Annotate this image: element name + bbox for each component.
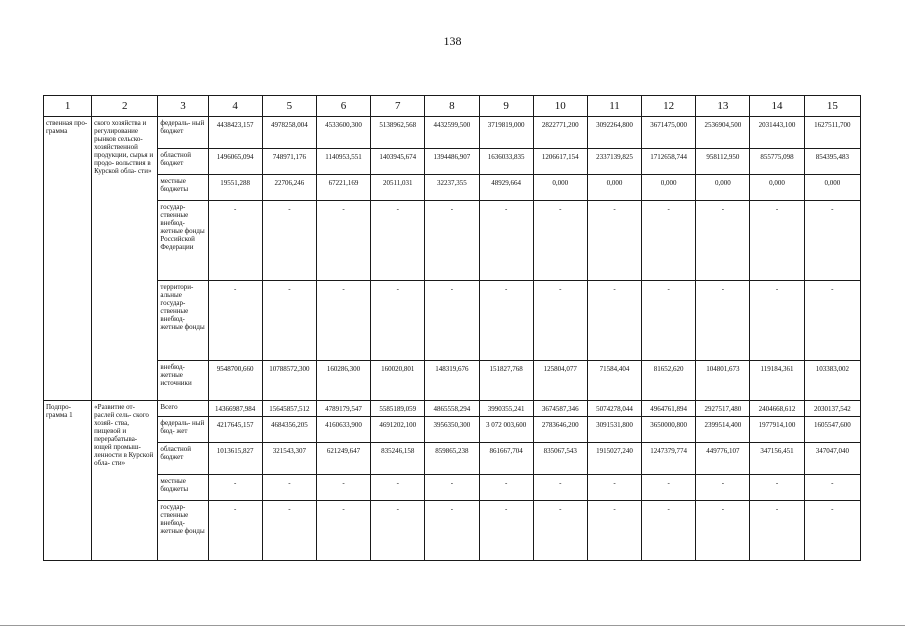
value-cell: 22706,246: [262, 175, 316, 201]
value-cell: -: [316, 475, 370, 501]
value-cell: 2783646,200: [533, 417, 587, 443]
funding-source-cell: федераль- ный бюджет: [158, 117, 208, 149]
value-cell: 3650000,800: [642, 417, 696, 443]
value-cell: 855775,098: [750, 149, 804, 175]
value-cell: -: [750, 201, 804, 281]
value-cell: 14366987,984: [208, 401, 262, 417]
table-row: [44, 201, 861, 281]
value-cell: -: [479, 201, 533, 281]
value-cell: -: [533, 201, 587, 281]
value-cell: -: [208, 501, 262, 561]
value-cell: 9548700,660: [208, 361, 262, 401]
value-cell: 4432599,500: [425, 117, 479, 149]
value-cell: -: [696, 501, 750, 561]
value-cell: -: [533, 281, 587, 361]
value-cell: 2337139,825: [587, 149, 641, 175]
table-row: [44, 175, 861, 201]
header-cell: 10: [533, 96, 587, 117]
value-cell: -: [425, 281, 479, 361]
value-cell: 151827,768: [479, 361, 533, 401]
value-cell: -: [262, 281, 316, 361]
value-cell: 1140953,551: [316, 149, 370, 175]
value-cell: 19551,288: [208, 175, 262, 201]
value-cell: -: [262, 201, 316, 281]
table-row: [44, 149, 861, 175]
funding-source-cell: внебюд- жетные источники: [158, 361, 208, 401]
value-cell: 835246,158: [371, 443, 425, 475]
value-cell: 71584,404: [587, 361, 641, 401]
table-row: [44, 501, 861, 561]
value-cell: 15645857,512: [262, 401, 316, 417]
value-cell: 835067,543: [533, 443, 587, 475]
value-cell: -: [696, 475, 750, 501]
value-cell: 4684356,205: [262, 417, 316, 443]
value-cell: 3 072 003,600: [479, 417, 533, 443]
table-row: [44, 475, 861, 501]
funding-source-cell: федераль- ный бюд- жет: [158, 417, 208, 443]
value-cell: 10788572,300: [262, 361, 316, 401]
value-cell: 160286,300: [316, 361, 370, 401]
value-cell: 321543,307: [262, 443, 316, 475]
value-cell: -: [587, 501, 641, 561]
table-row: [44, 401, 861, 417]
header-cell: 15: [804, 96, 860, 117]
value-cell: -: [425, 475, 479, 501]
table-row: [44, 361, 861, 401]
value-cell: 449776,107: [696, 443, 750, 475]
value-cell: 4865558,294: [425, 401, 479, 417]
value-cell: -: [750, 281, 804, 361]
value-cell: -: [642, 501, 696, 561]
value-cell: 3956350,300: [425, 417, 479, 443]
value-cell: 1403945,674: [371, 149, 425, 175]
program-title-cell: ского хозяйства и регулирование рынков сельско- хозяйственной продукции, сырья и продо- вольствия в Курской обла- сти»: [92, 117, 158, 401]
value-cell: 1206617,154: [533, 149, 587, 175]
value-cell: -: [642, 281, 696, 361]
value-cell: 3990355,241: [479, 401, 533, 417]
value-cell: 4533600,300: [316, 117, 370, 149]
funding-source-cell: Всего: [158, 401, 208, 417]
value-cell: -: [208, 475, 262, 501]
value-cell: 3719819,000: [479, 117, 533, 149]
value-cell: 0,000: [696, 175, 750, 201]
value-cell: 5074278,044: [587, 401, 641, 417]
value-cell: -: [262, 501, 316, 561]
value-cell: -: [371, 475, 425, 501]
value-cell: 859865,238: [425, 443, 479, 475]
value-cell: -: [371, 281, 425, 361]
header-cell: 1: [44, 96, 92, 117]
value-cell: 5585189,059: [371, 401, 425, 417]
value-cell: -: [316, 201, 370, 281]
value-cell: 125804,077: [533, 361, 587, 401]
value-cell: -: [533, 475, 587, 501]
value-cell: 2927517,480: [696, 401, 750, 417]
value-cell: 3671475,000: [642, 117, 696, 149]
value-cell: 119184,361: [750, 361, 804, 401]
value-cell: 861667,704: [479, 443, 533, 475]
header-cell: 6: [316, 96, 370, 117]
value-cell: 4438423,157: [208, 117, 262, 149]
funding-source-cell: территори- альные государ- ственные внебюд- жетные фонды: [158, 281, 208, 361]
program-title-cell: «Развитие от- раслей сель- ского хозяй- ства, пищевой и перерабатыва- ющей промыш- ленности в Курской обла- сти»: [92, 401, 158, 561]
header-cell: 9: [479, 96, 533, 117]
value-cell: 748971,176: [262, 149, 316, 175]
value-cell: 0,000: [804, 175, 860, 201]
value-cell: -: [479, 501, 533, 561]
funding-source-cell: областной бюджет: [158, 149, 208, 175]
value-cell: 3092264,800: [587, 117, 641, 149]
value-cell: -: [804, 501, 860, 561]
value-cell: 48929,664: [479, 175, 533, 201]
value-cell: 1013615,827: [208, 443, 262, 475]
value-cell: -: [804, 201, 860, 281]
value-cell: 958112,950: [696, 149, 750, 175]
value-cell: -: [316, 501, 370, 561]
funding-source-cell: государ- ственные внебюд- жетные фонды Российской Федерации: [158, 201, 208, 281]
value-cell: 3674587,346: [533, 401, 587, 417]
value-cell: 347156,451: [750, 443, 804, 475]
scan-edge-line: [0, 625, 905, 626]
value-cell: 20511,031: [371, 175, 425, 201]
value-cell: 0,000: [587, 175, 641, 201]
value-cell: -: [208, 281, 262, 361]
value-cell: -: [371, 201, 425, 281]
header-cell: 7: [371, 96, 425, 117]
value-cell: 4160633,900: [316, 417, 370, 443]
value-cell: 2404668,612: [750, 401, 804, 417]
header-cell: 11: [587, 96, 641, 117]
funding-source-cell: государ- ственные внебюд- жетные фонды: [158, 501, 208, 561]
funding-source-cell: областной бюджет: [158, 443, 208, 475]
header-cell: 3: [158, 96, 208, 117]
header-cell: 13: [696, 96, 750, 117]
value-cell: -: [587, 201, 641, 281]
header-cell: 4: [208, 96, 262, 117]
program-name-cell: Подпро- грамма 1: [44, 401, 92, 561]
value-cell: -: [262, 475, 316, 501]
value-cell: 103383,002: [804, 361, 860, 401]
value-cell: -: [696, 201, 750, 281]
value-cell: 67221,169: [316, 175, 370, 201]
value-cell: -: [696, 281, 750, 361]
value-cell: -: [750, 475, 804, 501]
value-cell: 160020,801: [371, 361, 425, 401]
value-cell: -: [533, 501, 587, 561]
value-cell: 1915027,240: [587, 443, 641, 475]
table-body: [44, 96, 861, 561]
header-row: [44, 96, 861, 117]
value-cell: -: [479, 281, 533, 361]
value-cell: 854395,483: [804, 149, 860, 175]
value-cell: 2031443,100: [750, 117, 804, 149]
value-cell: 1627511,700: [804, 117, 860, 149]
value-cell: 0,000: [642, 175, 696, 201]
value-cell: -: [371, 501, 425, 561]
program-name-cell: ственная про- грамма: [44, 117, 92, 401]
value-cell: 0,000: [750, 175, 804, 201]
value-cell: 2030137,542: [804, 401, 860, 417]
value-cell: -: [642, 201, 696, 281]
table-row: [44, 117, 861, 149]
budget-table: [43, 95, 861, 561]
table-row: [44, 281, 861, 361]
value-cell: 148319,676: [425, 361, 479, 401]
value-cell: 2399514,400: [696, 417, 750, 443]
value-cell: 1712658,744: [642, 149, 696, 175]
table-row: [44, 417, 861, 443]
value-cell: 1247379,774: [642, 443, 696, 475]
funding-source-cell: местные бюджеты: [158, 175, 208, 201]
value-cell: -: [587, 281, 641, 361]
value-cell: 4978258,004: [262, 117, 316, 149]
value-cell: 4691202,100: [371, 417, 425, 443]
value-cell: -: [804, 475, 860, 501]
page-number: 138: [443, 34, 462, 48]
header-cell: 12: [642, 96, 696, 117]
value-cell: -: [425, 201, 479, 281]
value-cell: -: [316, 281, 370, 361]
header-cell: 5: [262, 96, 316, 117]
header-cell: 2: [92, 96, 158, 117]
header-cell: 14: [750, 96, 804, 117]
value-cell: 104801,673: [696, 361, 750, 401]
value-cell: 621249,647: [316, 443, 370, 475]
value-cell: -: [208, 201, 262, 281]
value-cell: -: [425, 501, 479, 561]
value-cell: 2822771,200: [533, 117, 587, 149]
funding-source-cell: местные бюджеты: [158, 475, 208, 501]
value-cell: 4964761,894: [642, 401, 696, 417]
value-cell: 3091531,800: [587, 417, 641, 443]
value-cell: -: [642, 475, 696, 501]
value-cell: 1394486,907: [425, 149, 479, 175]
value-cell: 5138962,568: [371, 117, 425, 149]
value-cell: -: [479, 475, 533, 501]
value-cell: 1605547,600: [804, 417, 860, 443]
value-cell: 4217645,157: [208, 417, 262, 443]
value-cell: 0,000: [533, 175, 587, 201]
table-row: [44, 443, 861, 475]
value-cell: 4789179,547: [316, 401, 370, 417]
value-cell: -: [750, 501, 804, 561]
header-cell: 8: [425, 96, 479, 117]
value-cell: 1636033,835: [479, 149, 533, 175]
value-cell: 1977914,100: [750, 417, 804, 443]
value-cell: 1496065,094: [208, 149, 262, 175]
value-cell: -: [587, 475, 641, 501]
value-cell: -: [804, 281, 860, 361]
value-cell: 81652,620: [642, 361, 696, 401]
value-cell: 347047,040: [804, 443, 860, 475]
value-cell: 2536904,500: [696, 117, 750, 149]
value-cell: 32237,355: [425, 175, 479, 201]
